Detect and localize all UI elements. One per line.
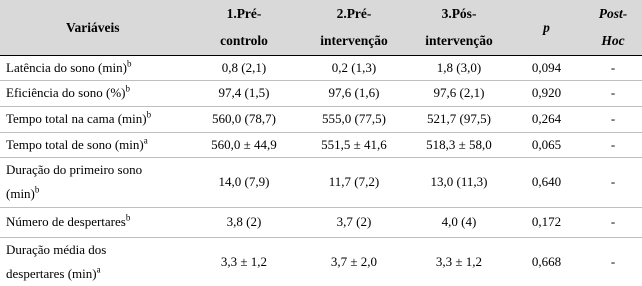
row-label: Tempo total na cama $(\min)^b$ [0, 106, 189, 132]
cell-post-hoc: - [584, 106, 642, 132]
cell-p-value: 0,065 [509, 132, 584, 157]
cell-pre-control: 560,0 ± 44,9 [189, 132, 299, 157]
cell-post-hoc: - [584, 55, 642, 80]
cell-post-hoc: - [584, 132, 642, 157]
cell-p-value: 0,264 [509, 106, 584, 132]
cell-pre-control: 3,8 (2) [189, 207, 299, 237]
table-row [0, 237, 642, 286]
table-row [0, 132, 642, 157]
row-label: Duração média dos despertares $(\min)^a$ [6, 241, 107, 281]
cell-pre-intervention: 3,7 (2) [299, 207, 409, 237]
cell-pre-control: 560,0 (78,7) [189, 106, 299, 132]
table-body [0, 55, 642, 286]
table-row [0, 157, 642, 207]
row-label: Tempo total de sono $(\min)^a$ [0, 132, 189, 157]
header-pre-intervention: 2.Pré- intervenção [299, 0, 409, 55]
cell-post-hoc: - [584, 157, 642, 207]
cell-p-value: 0,640 [509, 157, 584, 207]
table-header [0, 0, 642, 55]
cell-pre-control: 0,8 (2,1) [189, 55, 299, 80]
cell-post-intervention: 1,8 (3,0) [409, 55, 509, 80]
header-p-value: p [509, 0, 584, 55]
cell-p-value: 0,172 [509, 207, 584, 237]
cell-post-hoc: - [584, 80, 642, 106]
cell-post-intervention: 13,0 (11,3) [409, 157, 509, 207]
cell-p-value: 0,920 [509, 80, 584, 106]
cell-pre-intervention: 97,6 (1,6) [299, 80, 409, 106]
cell-post-intervention: 4,0 (4) [409, 207, 509, 237]
cell-pre-intervention: 551,5 ± 41,6 [299, 132, 409, 157]
table-row [0, 80, 642, 106]
header-pre-control: 1.Pré- controlo [189, 0, 299, 55]
header-post-hoc: Post- Hoc [584, 0, 642, 55]
table-row [0, 207, 642, 237]
cell-pre-intervention: 11,7 (7,2) [299, 157, 409, 207]
cell-post-intervention: 3,3 ± 1,2 [435, 253, 483, 269]
row-label: Duração do primeiro sono $(\min)^b$ [0, 157, 189, 207]
row-label: Número de despertares$^b$ [0, 207, 189, 237]
cell-pre-control: 97,4 (1,5) [189, 80, 299, 106]
row-label: Eficiência do sono (%)$^b$ [0, 80, 189, 106]
cell-post-intervention: 97,6 (2,1) [409, 80, 509, 106]
header-variables: Variáveis [0, 0, 189, 55]
table-row [0, 55, 642, 80]
cell-pre-intervention: 3,7 ± 2,0 [330, 253, 378, 269]
cell-pre-intervention: 0,2 (1,3) [299, 55, 409, 80]
cell-post-hoc: - [584, 207, 642, 237]
cell-post-intervention: 521,7 (97,5) [409, 106, 509, 132]
cell-pre-control: 3,3 ± 1,2 [220, 253, 268, 269]
cell-p-value: 0,094 [509, 55, 584, 80]
cell-pre-intervention: 555,0 (77,5) [299, 106, 409, 132]
cell-post-hoc: - [610, 253, 616, 269]
cell-pre-control: 14,0 (7,9) [189, 157, 299, 207]
cell-p-value: 0,668 [531, 253, 562, 269]
row-label: Latência do sono $(\min)^b$ [0, 55, 189, 80]
table-row [0, 106, 642, 132]
header-post-intervention: 3.Pós- intervenção [409, 0, 509, 55]
cell-post-intervention: 518,3 ± 58,0 [409, 132, 509, 157]
